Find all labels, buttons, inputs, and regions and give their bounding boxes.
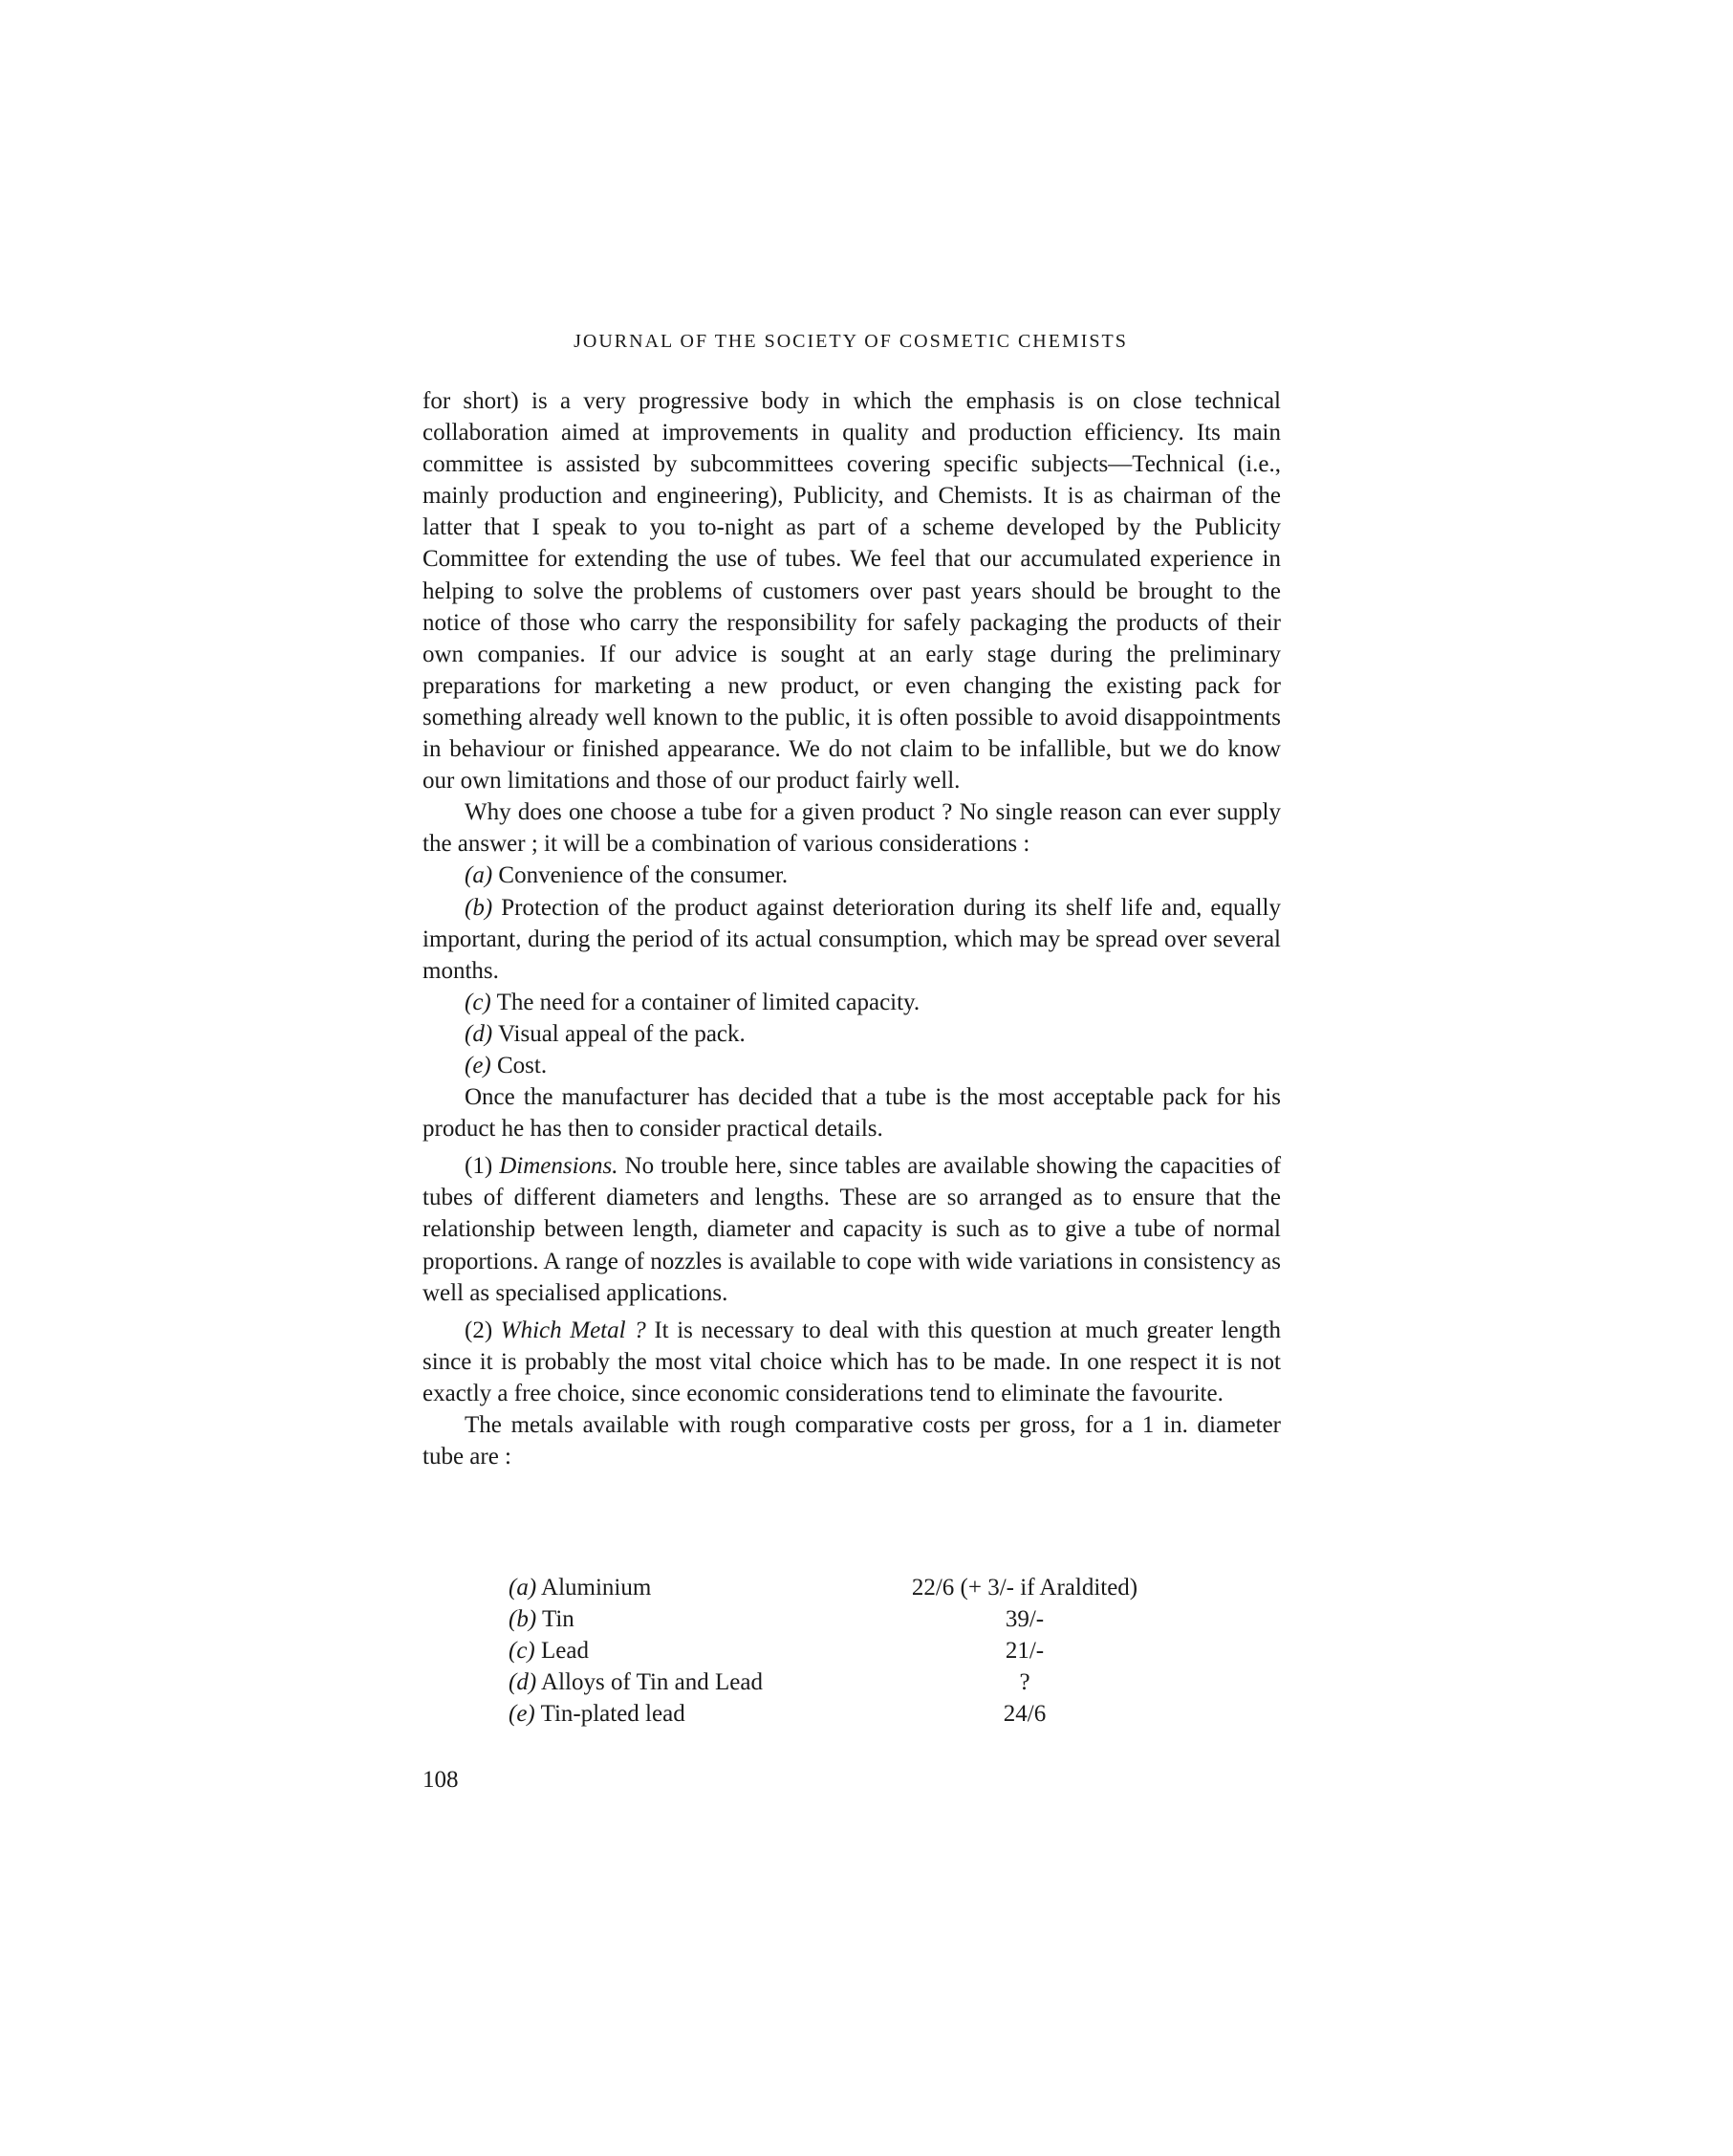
metal-cost: 24/6 <box>1003 1701 1047 1728</box>
running-head: JOURNAL OF THE SOCIETY OF COSMETIC CHEMISTS <box>574 331 1128 352</box>
table-row <box>509 1635 1168 1666</box>
metal-label: (d) <box>509 1669 537 1696</box>
list-item <box>422 860 1281 891</box>
list-item-label: (c) <box>465 989 491 1015</box>
metal-name: Aluminium <box>541 1575 652 1601</box>
list-item-label: (e) <box>465 1052 491 1078</box>
section-number: (2) <box>465 1317 493 1343</box>
section-text: No trouble here, since tables are available showing the capacities of tubes of different diameters and lengths. These are so arranged as to ensure that the relationship between length, diameter and capacity is such as to give a tube of normal proportions. A range of nozzles is available to cope with wide variations in consistency as well as specialised applications. <box>422 1153 1282 1306</box>
list-item-text: The need for a container of limited capacity. <box>496 989 921 1015</box>
metal-label: (a) <box>509 1575 537 1601</box>
list-item <box>422 1050 1281 1081</box>
list-item <box>422 892 1281 987</box>
section-text: It is necessary to deal with this question at much greater length since it is probably the most vital choice which has to be made. In one respect it is not exactly a free choice, since economic considerations tend to eliminate the favourite. <box>422 1317 1282 1406</box>
list-item-text: Cost. <box>497 1052 548 1078</box>
section-heading: Which Metal ? <box>500 1317 646 1343</box>
list-item-text: Protection of the product against deterioration during its shelf life and, equally important, during the period of its actual consumption, which may be spread over several months. <box>422 894 1281 984</box>
table-row <box>509 1698 1168 1730</box>
metal-name: Tin-plated lead <box>540 1701 685 1728</box>
list-item-text: Visual appeal of the pack. <box>497 1020 746 1047</box>
metal-name: Lead <box>541 1638 589 1665</box>
section-which-metal <box>422 1315 1281 1409</box>
paragraph-3: Once the manufacturer has decided that a tube is the most acceptable pack for his product he has then to consider practical details. <box>422 1084 1281 1143</box>
section-heading: Dimensions. <box>499 1153 618 1180</box>
list-item-label: (d) <box>465 1020 493 1047</box>
metals-cost-table <box>509 1572 1168 1730</box>
list-item <box>422 987 1281 1018</box>
metal-cost: 22/6 (+ 3/- if Araldited) <box>911 1575 1138 1601</box>
section-dimensions <box>422 1150 1281 1308</box>
metal-cell <box>509 1698 881 1730</box>
metal-cost: 39/- <box>1005 1606 1045 1633</box>
metal-cell <box>509 1603 881 1635</box>
list-item <box>422 1018 1281 1050</box>
metal-cell <box>509 1572 881 1603</box>
table-row <box>509 1603 1168 1635</box>
body-text <box>422 385 1281 1472</box>
metal-cell <box>509 1635 881 1666</box>
list-item-text: Convenience of the consumer. <box>498 862 789 889</box>
page-number: 108 <box>422 1767 459 1793</box>
paragraph-6: The metals available with rough comparative costs per gross, for a 1 in. diameter tube are : <box>422 1412 1281 1470</box>
list-item-label: (b) <box>465 894 493 921</box>
list-item-label: (a) <box>465 862 493 889</box>
metal-label: (e) <box>509 1701 535 1728</box>
metal-name: Tin <box>541 1606 574 1633</box>
metal-label: (b) <box>509 1606 537 1633</box>
table-row <box>509 1666 1168 1698</box>
metal-label: (c) <box>509 1638 535 1665</box>
paragraph-2: Why does one choose a tube for a given product ? No single reason can ever supply the answer ; it will be a combination of various considerations : <box>422 799 1281 858</box>
metal-name: Alloys of Tin and Lead <box>541 1669 763 1696</box>
section-number: (1) <box>465 1153 493 1180</box>
metal-cost: ? <box>1019 1669 1030 1696</box>
table-row <box>509 1572 1168 1603</box>
paragraph-1: for short) is a very progressive body in which the emphasis is on close technical collaboration aimed at improvements in quality and production efficiency. Its main committee is assisted by subcommittees covering specific subjects—Technical (i.e., mainly production and engineering), Publicity, and Chemists. It is as chairman of the latter that I speak to you to-night as part of a scheme developed by the Publicity Committee for extending the use of tubes. We feel that our accumulated experience in helping to solve the problems of customers over past years should be brought to the notice of those who carry the responsibility for safely packaging the products of their own companies. If our advice is sought at an early stage during the preliminary preparations for marketing a new product, or even changing the existing pack for something already well known to the public, it is often possible to avoid disappointments in behaviour or finished appearance. We do not claim to be infallible, but we do know our own limitations and those of our product fairly well. <box>422 388 1281 795</box>
metal-cost: 21/- <box>1005 1638 1045 1665</box>
metal-cell <box>509 1666 881 1698</box>
